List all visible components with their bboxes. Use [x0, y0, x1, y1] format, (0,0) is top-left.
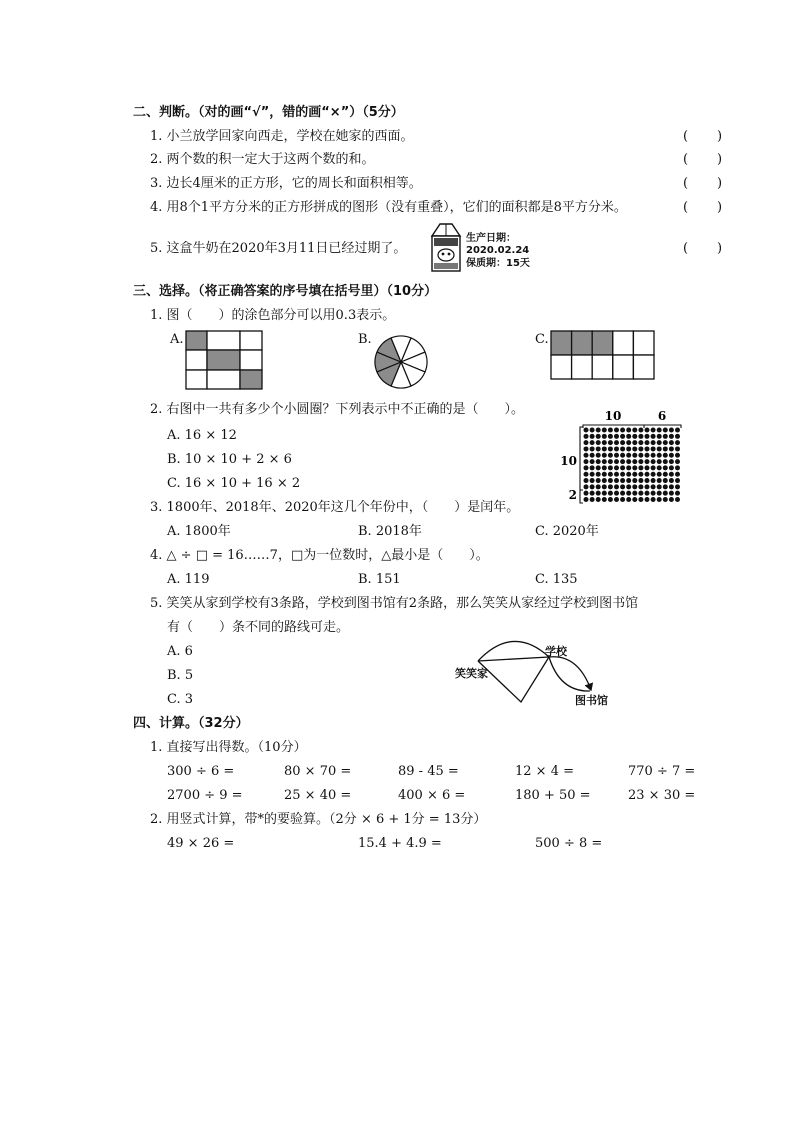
dot	[584, 484, 589, 489]
dot	[596, 478, 601, 483]
dot	[596, 465, 601, 470]
dot	[626, 472, 631, 477]
dot	[590, 428, 595, 433]
dot	[669, 428, 674, 433]
calc-item: 2700 ÷ 9 =	[167, 788, 243, 803]
vertical-calc-item: 15.4 + 4.9 =	[358, 836, 442, 851]
figure-c-cell	[572, 355, 593, 379]
choice-q5-option-c: C. 3	[167, 692, 194, 707]
dot	[626, 465, 631, 470]
choice-q5-option-b: B. 5	[167, 668, 194, 683]
figure-c-cell	[551, 355, 572, 379]
figure-c-cell	[613, 355, 634, 379]
dot	[638, 453, 643, 458]
figure-c-cell	[633, 331, 654, 355]
dot	[632, 434, 637, 439]
dot	[638, 472, 643, 477]
dot	[626, 434, 631, 439]
dot	[663, 465, 668, 470]
dot	[651, 478, 656, 483]
dot	[608, 440, 613, 445]
dot	[651, 484, 656, 489]
section2-title: 二、判断。（对的画“√”，错的画“×”）（5分）	[133, 105, 404, 120]
figure-c-cell	[592, 331, 613, 355]
dot	[626, 453, 631, 458]
dot	[584, 465, 589, 470]
dot	[663, 428, 668, 433]
dot	[596, 428, 601, 433]
dot	[675, 478, 680, 483]
dot	[626, 459, 631, 464]
choice-q2-option-b: B. 10 × 10 + 2 × 6	[167, 452, 292, 467]
dot	[590, 440, 595, 445]
dot	[596, 484, 601, 489]
dot	[632, 453, 637, 458]
dot	[614, 440, 619, 445]
dot	[645, 440, 650, 445]
dot	[608, 478, 613, 483]
dot	[675, 428, 680, 433]
dot	[651, 472, 656, 477]
choice-q5-text-line1: 5. 笑笑从家到学校有3条路，学校到图书馆有2条路，那么笑笑从家经过学校到图书馆	[150, 596, 639, 611]
dot	[584, 491, 589, 496]
choice-q2-text: 2. 右图中一共有多少个小圆圈？下列表示中不正确的是（ ）。	[150, 402, 525, 417]
dot	[657, 472, 662, 477]
dot	[632, 440, 637, 445]
dot	[608, 459, 613, 464]
dot	[608, 472, 613, 477]
dot	[584, 440, 589, 445]
production-date-value: 2020.02.24	[466, 245, 530, 256]
figure-a-cell	[240, 331, 262, 350]
dot	[638, 434, 643, 439]
carton-bottom-band	[434, 263, 458, 269]
dot	[590, 478, 595, 483]
figure-a-cell	[186, 350, 207, 370]
calc-item: 180 + 50 =	[515, 788, 591, 803]
dot	[602, 453, 607, 458]
dot-grid-top-label-10: 10	[604, 409, 622, 423]
dot	[657, 453, 662, 458]
dot	[602, 440, 607, 445]
dot	[669, 491, 674, 496]
section4-title: 四、计算。（32分）	[133, 716, 249, 731]
vertical-calc-item: 49 × 26 =	[167, 836, 235, 851]
dot	[584, 434, 589, 439]
dot	[620, 446, 625, 451]
dot	[638, 428, 643, 433]
calc-item: 400 × 6 =	[398, 788, 466, 803]
dot	[632, 491, 637, 496]
dot	[608, 465, 613, 470]
dot	[590, 472, 595, 477]
dot	[590, 465, 595, 470]
dot	[632, 428, 637, 433]
dot	[669, 465, 674, 470]
dot	[651, 465, 656, 470]
route-school-library-upper	[549, 657, 591, 690]
calc-q1-title: 1. 直接写出得数。（10分）	[150, 740, 307, 755]
choice-q3-option-b: B. 2018年	[358, 524, 422, 539]
choice-q1-label-b: B.	[358, 332, 372, 347]
dot	[614, 497, 619, 502]
figure-a-cell	[186, 370, 207, 389]
dot	[620, 465, 625, 470]
dot	[590, 446, 595, 451]
carton-band	[434, 238, 458, 246]
dot	[614, 484, 619, 489]
milk-carton-icon	[428, 222, 464, 274]
dot	[620, 428, 625, 433]
dot	[614, 446, 619, 451]
dot	[590, 497, 595, 502]
dot	[608, 446, 613, 451]
dot	[669, 478, 674, 483]
dot	[651, 434, 656, 439]
dot	[596, 459, 601, 464]
dot	[608, 453, 613, 458]
dot-grid-figure	[558, 402, 688, 506]
dot	[675, 434, 680, 439]
dot	[626, 497, 631, 502]
dot	[651, 428, 656, 433]
dot	[632, 478, 637, 483]
dot	[657, 484, 662, 489]
dot	[645, 428, 650, 433]
figure-c-cell	[613, 331, 634, 355]
dot	[614, 428, 619, 433]
dot	[645, 491, 650, 496]
judge-answer-blank-1: ( )	[683, 129, 723, 144]
dot	[626, 428, 631, 433]
figure-a-cell	[207, 331, 240, 350]
dot	[651, 440, 656, 445]
dot	[675, 497, 680, 502]
choice-q1-text: 1. 图（ ）的涂色部分可以用0.3表示。	[150, 308, 396, 323]
dot	[669, 497, 674, 502]
figure-c-cell	[551, 331, 572, 355]
dot	[645, 453, 650, 458]
dot	[645, 478, 650, 483]
dot	[651, 497, 656, 502]
dot	[675, 446, 680, 451]
map-label-home: 笑笑家	[455, 667, 488, 680]
choice-q5-text-line2: 有（ ）条不同的路线可走。	[167, 620, 350, 635]
dot	[584, 428, 589, 433]
dot	[645, 465, 650, 470]
dot	[596, 440, 601, 445]
figure-c-cell	[572, 331, 593, 355]
dot	[596, 472, 601, 477]
dot	[663, 434, 668, 439]
figure-a-cell	[207, 350, 240, 370]
dot	[620, 478, 625, 483]
figure-a-grid	[184, 329, 264, 391]
dot	[584, 446, 589, 451]
dot	[590, 434, 595, 439]
dot	[620, 497, 625, 502]
dot	[626, 440, 631, 445]
dot	[620, 453, 625, 458]
map-label-school: 学校	[545, 645, 567, 658]
dot	[584, 497, 589, 502]
judge-item-1: 1. 小兰放学回家向西走，学校在她家的西面。	[150, 129, 414, 144]
dot	[632, 472, 637, 477]
shelf-life-label: 保质期：15天	[466, 258, 530, 269]
dot	[614, 472, 619, 477]
judge-item-2: 2. 两个数的积一定大于这两个数的和。	[150, 152, 375, 167]
choice-q5-option-a: A. 6	[167, 644, 193, 659]
dot	[651, 491, 656, 496]
calc-item: 80 × 70 =	[284, 764, 352, 779]
cow-eye-right	[448, 253, 451, 256]
judge-item-3: 3. 边长4厘米的正方形，它的周长和面积相等。	[150, 176, 422, 191]
dot	[638, 491, 643, 496]
dot	[638, 459, 643, 464]
dot	[590, 459, 595, 464]
dot	[608, 428, 613, 433]
figure-a-cell	[207, 370, 240, 389]
dot	[663, 484, 668, 489]
dot	[657, 428, 662, 433]
dot	[657, 434, 662, 439]
dot	[590, 484, 595, 489]
dot	[620, 491, 625, 496]
dot	[638, 465, 643, 470]
choice-q4-option-b: B. 151	[358, 572, 401, 587]
choice-q3-option-c: C. 2020年	[535, 524, 599, 539]
dot	[614, 465, 619, 470]
choice-q4-option-c: C. 135	[535, 572, 578, 587]
calc-item: 770 ÷ 7 =	[628, 764, 696, 779]
dot	[602, 497, 607, 502]
calc-item: 89 - 45 =	[398, 764, 459, 779]
dot	[620, 434, 625, 439]
dot	[663, 446, 668, 451]
calc-item: 12 × 4 =	[515, 764, 574, 779]
dot	[596, 491, 601, 496]
dot	[620, 484, 625, 489]
dot	[590, 453, 595, 458]
dot	[596, 497, 601, 502]
dot-grid-dots	[584, 428, 681, 503]
figure-c-rectangle	[549, 329, 656, 381]
dot	[602, 484, 607, 489]
dot	[675, 459, 680, 464]
calc-item: 25 × 40 =	[284, 788, 352, 803]
choice-q3-option-a: A. 1800年	[167, 524, 231, 539]
dot	[596, 446, 601, 451]
dot	[602, 446, 607, 451]
choice-q1-label-a: A.	[170, 332, 184, 347]
choice-q2-option-a: A. 16 × 12	[167, 428, 237, 443]
dot	[602, 491, 607, 496]
cow-face-icon	[438, 249, 454, 261]
dot	[645, 446, 650, 451]
dot	[608, 484, 613, 489]
dot-grid-left-label-2: 2	[568, 488, 577, 502]
dot	[602, 428, 607, 433]
dot	[620, 440, 625, 445]
dot	[626, 484, 631, 489]
dot	[614, 434, 619, 439]
choice-q4-option-a: A. 119	[167, 572, 210, 587]
dot	[663, 459, 668, 464]
dot	[596, 434, 601, 439]
dot-grid-left-label-10: 10	[560, 454, 577, 468]
judge-item-4: 4. 用8个1平方分米的正方形拼成的图形（没有重叠），它们的面积都是8平方分米。	[150, 200, 627, 215]
dot	[626, 478, 631, 483]
dot	[675, 453, 680, 458]
dot	[608, 491, 613, 496]
dot	[669, 440, 674, 445]
calc-item: 23 × 30 =	[628, 788, 696, 803]
dot	[645, 472, 650, 477]
judge-answer-blank-4: ( )	[683, 200, 723, 215]
section3-title: 三、选择。（将正确答案的序号填在括号里）（10分）	[133, 284, 438, 299]
dot	[614, 491, 619, 496]
route-home-school-lower	[478, 657, 549, 702]
dot	[651, 446, 656, 451]
dot-grid-left-bracket	[580, 427, 583, 503]
dot	[663, 497, 668, 502]
judge-answer-blank-2: ( )	[683, 152, 723, 167]
dot	[632, 459, 637, 464]
choice-q1-label-c: C.	[535, 332, 549, 347]
dot	[602, 465, 607, 470]
dot	[632, 446, 637, 451]
dot	[638, 478, 643, 483]
figure-c-cell	[633, 355, 654, 379]
figure-a-cell	[240, 350, 262, 370]
dot	[657, 478, 662, 483]
dot	[614, 459, 619, 464]
dot	[626, 491, 631, 496]
figure-a-cell	[240, 370, 262, 389]
dot	[584, 459, 589, 464]
dot	[638, 440, 643, 445]
dot	[602, 459, 607, 464]
dot	[675, 491, 680, 496]
dot	[657, 497, 662, 502]
figure-b-circle	[372, 333, 430, 391]
dot	[669, 472, 674, 477]
dot	[638, 446, 643, 451]
dot	[614, 453, 619, 458]
dot	[638, 484, 643, 489]
dot	[657, 446, 662, 451]
judge-answer-blank-3: ( )	[683, 176, 723, 191]
figure-a-cell	[186, 331, 207, 350]
dot-grid-top-label-6: 6	[657, 409, 667, 423]
dot	[626, 446, 631, 451]
dot	[669, 446, 674, 451]
dot	[602, 478, 607, 483]
dot-grid-top-bracket	[583, 425, 681, 428]
map-label-library: 图书馆	[575, 694, 608, 707]
dot	[663, 453, 668, 458]
dot	[669, 459, 674, 464]
dot	[584, 478, 589, 483]
dot	[620, 472, 625, 477]
dot	[663, 478, 668, 483]
dot	[657, 440, 662, 445]
dot	[651, 459, 656, 464]
dot	[638, 497, 643, 502]
dot	[663, 440, 668, 445]
dot	[632, 465, 637, 470]
dot	[614, 478, 619, 483]
dot	[675, 440, 680, 445]
route-home-school-straight	[478, 657, 549, 661]
calc-item: 300 ÷ 6 =	[167, 764, 235, 779]
dot	[651, 453, 656, 458]
dot	[675, 472, 680, 477]
dot	[663, 491, 668, 496]
production-date-label: 生产日期：	[466, 233, 516, 244]
dot	[645, 484, 650, 489]
dot	[669, 484, 674, 489]
cow-eye-left	[442, 253, 445, 256]
dot	[620, 459, 625, 464]
dot	[608, 497, 613, 502]
calc-q2-title: 2. 用竖式计算，带*的要验算。（2分 × 6 + 1分 = 13分）	[150, 812, 487, 827]
vertical-calc-item: 500 ÷ 8 =	[535, 836, 603, 851]
dot	[657, 465, 662, 470]
dot	[632, 484, 637, 489]
choice-q4-text: 4. △ ÷ □ = 16……7，□为一位数时，△最小是（ ）。	[150, 548, 489, 563]
choice-q2-option-c: C. 16 × 10 + 16 × 2	[167, 476, 301, 491]
dot	[663, 472, 668, 477]
dot	[608, 434, 613, 439]
dot	[645, 497, 650, 502]
dot	[645, 459, 650, 464]
judge-item-5: 5. 这盒牛奶在2020年3月11日已经过期了。	[150, 241, 407, 256]
choice-q3-text: 3. 1800年、2018年、2020年这几个年份中，（ ）是闰年。	[150, 500, 520, 515]
dot	[657, 459, 662, 464]
dot	[632, 497, 637, 502]
dot	[645, 434, 650, 439]
dot	[590, 491, 595, 496]
dot	[584, 453, 589, 458]
dot	[669, 453, 674, 458]
dot	[602, 472, 607, 477]
dot	[675, 484, 680, 489]
dot	[657, 491, 662, 496]
figure-c-cell	[592, 355, 613, 379]
judge-answer-blank-5: ( )	[683, 241, 723, 256]
dot	[602, 434, 607, 439]
dot	[596, 453, 601, 458]
dot	[675, 465, 680, 470]
dot	[669, 434, 674, 439]
dot	[584, 472, 589, 477]
